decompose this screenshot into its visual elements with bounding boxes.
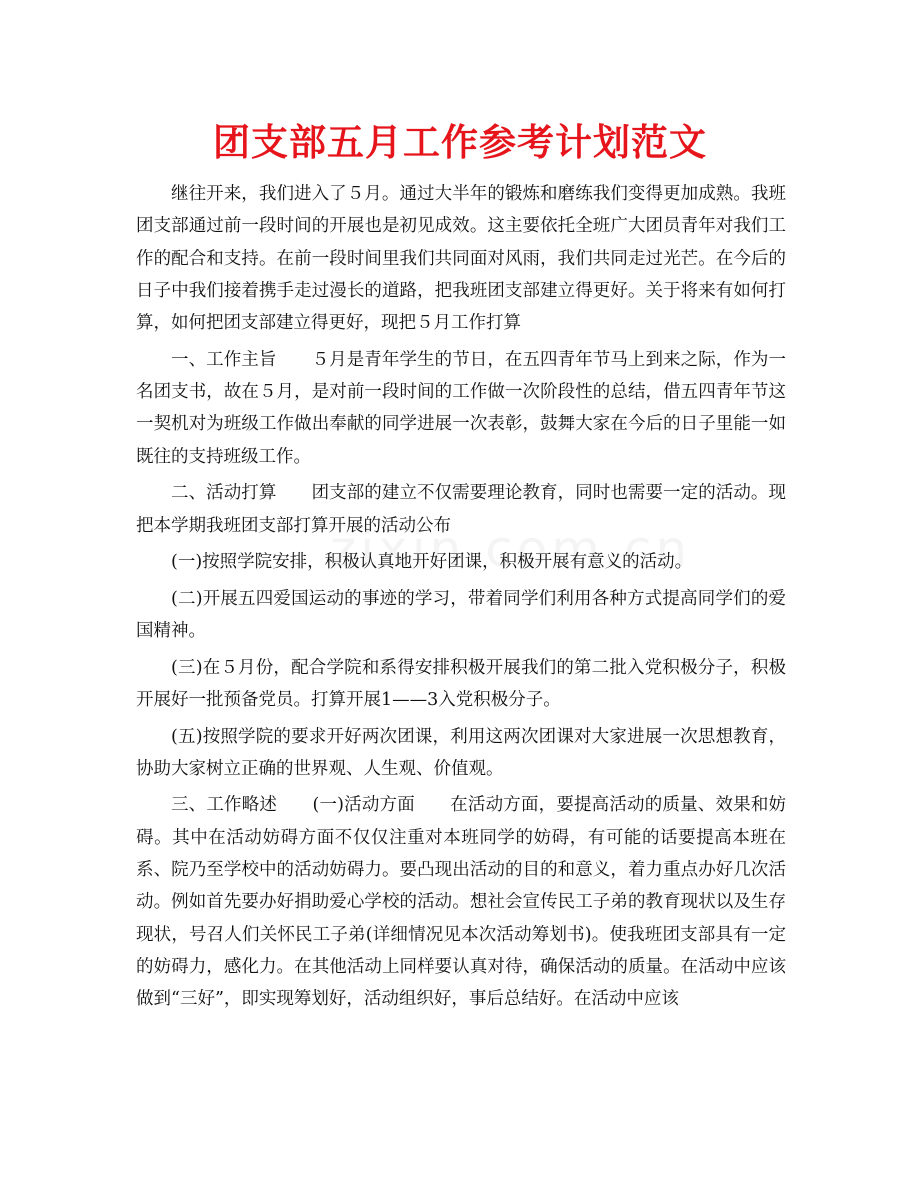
- paragraph-intro: 继往开来，我们进入了５月。通过大半年的锻炼和磨练我们变得更加成熟。我班团支部通过前一段时间的开展也是初见成效。这主要依托全班广大团员青年对我们工作的配合和支持。在前一段时间里我们共同面对风雨，我们共同走过光芒。在今后的日子中我们接着携手走过漫长的道路，把我班团支部建立得更好。关于将来有如何打算，如何把团支部建立得更好，现把５月工作打算: [136, 184, 786, 334]
- paragraph-item-5: (五)按照学院的要求开好两次团课，利用这两次团课对大家进展一次思想教育，协助大家树立正确的世界观、人生观、价值观。: [136, 726, 786, 779]
- document-body: [136, 178, 786, 1020]
- paragraph-item-2: (二)开展五四爱国运动的事迹的学习，带着同学们利用各种方式提高同学们的爱国精神。: [136, 588, 786, 642]
- paragraph-section-2: 二、活动打算 团支部的建立不仅需要理论教育，同时也需要一定的活动。现把本学期我班团支部打算开展的活动公布: [136, 483, 786, 536]
- document-title: 团支部五月工作参考计划范文: [213, 121, 707, 164]
- paragraph-section-3: 三、工作略述 (一)活动方面 在活动方面，要提高活动的质量、效果和妨碍。其中在活动妨碍方面不仅仅注重对本班同学的妨碍，有可能的话要提高本班在系、院乃至学校中的活动妨碍力。要凸现出活动的目的和意义，着力重点办好几次活动。例如首先要办好捐助爱心学校的活动。想社会宣传民工子弟的教育现状以及生存现状，号召人们关怀民工子弟(详细情况见本次活动筹划书)。使我班团支部具有一定的妨碍力，感化力。在其他活动上同样要认真对待，确保活动的质量。在活动中应该做到“三好”，即实现筹划好，活动组织好，事后总结好。在活动中应该: [136, 795, 786, 1010]
- paragraph-section-1: 一、工作主旨 ５月是青年学生的节日，在五四青年节马上到来之际，作为一名团支书，故在５月，是对前一段时间的工作做一次阶段性的总结，借五四青年节这一契机对为班级工作做出奉献的同学进展一次表彰，鼓舞大家在今后的日子里能一如既往的支持班级工作。: [136, 349, 786, 467]
- paragraph-item-3: (三)在５月份，配合学院和系得安排积极开展我们的第二批入党积极分子，积极开展好一批预备党员。打算开展1——3入党积极分子。: [136, 657, 786, 710]
- paragraph-item-1: (一)按照学院安排，积极认真地开好团课，积极开展有意义的活动。: [171, 552, 693, 573]
